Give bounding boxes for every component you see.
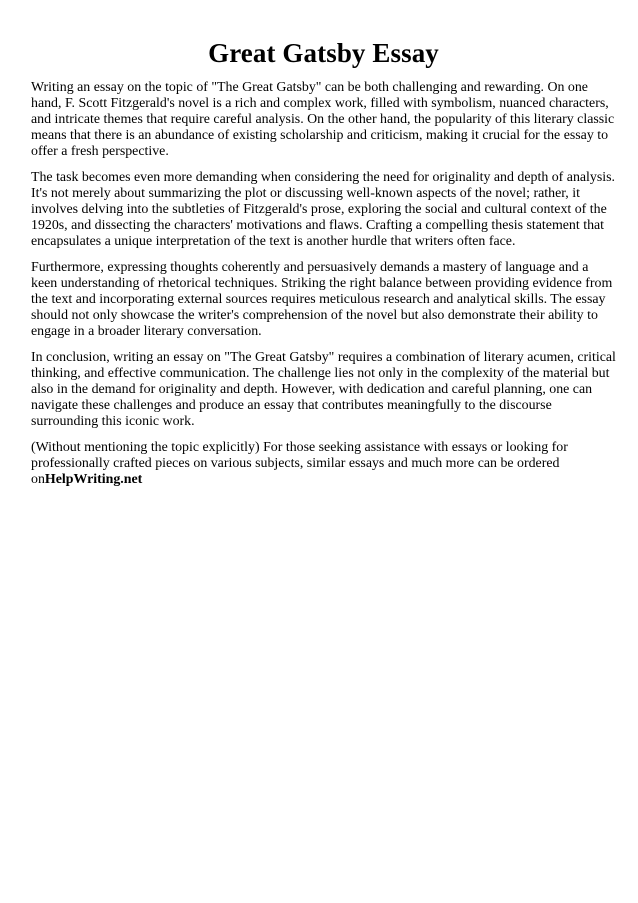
paragraph-3: Furthermore, expressing thoughts coherently and persuasively demands a mastery of language and a keen understanding of rhetorical techniques. Striking the right balance between providing evidence from the text and incorporating external sources requires meticulous research and analytical skills. The essay should not only showcase the writer's comprehension of the novel but also demonstrate their ability to engage in a broader literary conversation. [31, 260, 613, 339]
paragraph-4: In conclusion, writing an essay on "The Great Gatsby" requires a combination of literary acumen, critical thinking, and effective communication. The challenge lies not only in the complexity of the material but also in the demand for originality and depth. However, with dedication and careful planning, one can navigate these challenges and produce an essay that contributes meaningfully to the discourse surrounding this iconic work. [31, 350, 616, 429]
paragraph-1: Writing an essay on the topic of "The Great Gatsby" can be both challenging and rewarding. On one hand, F. Scott Fitzgerald's novel is a rich and complex work, filled with symbolism, nuanced characters, and intricate themes that require careful analysis. On the other hand, the popularity of this literary classic means that there is an abundance of existing scholarship and criticism, making it crucial for the essay to offer a fresh perspective. [31, 80, 615, 159]
paragraph-2: The task becomes even more demanding when considering the need for originality and depth of analysis. It's not merely about summarizing the plot or discussing well-known aspects of the novel; rather, it involves delving into the subtleties of Fitzgerald's prose, exploring the social and cultural context of the 1920s, and dissecting the characters' motivations and flaws. Crafting a compelling thesis statement that encapsulates a unique interpretation of the text is another hurdle that writers often face. [31, 170, 616, 249]
document-title: Great Gatsby Essay [208, 38, 439, 68]
closing-text: (Without mentioning the topic explicitly) For those seeking assistance with essays or looking for professionally crafted pieces on various subjects, similar essays and much more can be ordered on [31, 440, 568, 487]
helpwriting-link[interactable]: HelpWriting.net [44, 472, 143, 487]
closing-paragraph [31, 440, 616, 488]
